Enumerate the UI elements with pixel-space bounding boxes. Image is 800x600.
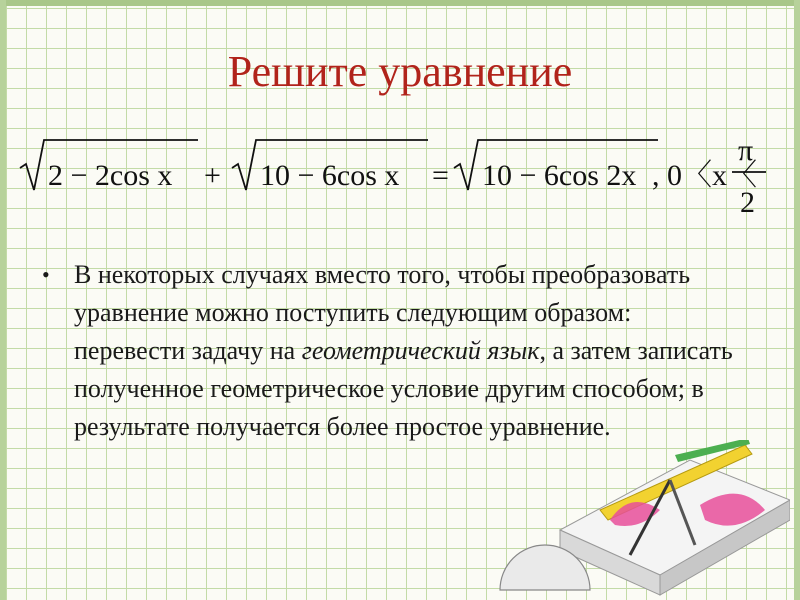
bullet-text-italic: геометрический язык	[301, 336, 540, 365]
bullet-text-after: , а затем записать полученное геометрическое условие другим способом; в результате получается более простое уравнение.	[74, 336, 733, 441]
bullet-paragraph	[42, 256, 738, 446]
slide-title: Решите уравнение	[227, 47, 573, 96]
radicand-3: 10 − 6cos 2x	[482, 159, 637, 192]
plus-sign: +	[204, 159, 221, 192]
equation-formula	[18, 130, 788, 230]
fraction-denominator: 2	[740, 186, 755, 219]
bullet-dot-icon: •	[42, 262, 50, 287]
fraction-numerator: π	[738, 134, 754, 167]
book-and-tools-illustration	[490, 440, 790, 600]
radicand-2: 10 − 6cos x	[260, 159, 400, 192]
condition-text: , 0〈x〈	[652, 159, 757, 192]
bullet-text	[74, 256, 738, 446]
radicand-1: 2 − 2cos x	[48, 159, 173, 192]
bullet-text-before: В некоторых случаях вместо того, чтобы преобразовать уравнение можно поступить следующим образом: перевести задачу на	[74, 260, 691, 365]
frame-top-border	[0, 0, 800, 6]
equals-sign: =	[432, 159, 449, 192]
